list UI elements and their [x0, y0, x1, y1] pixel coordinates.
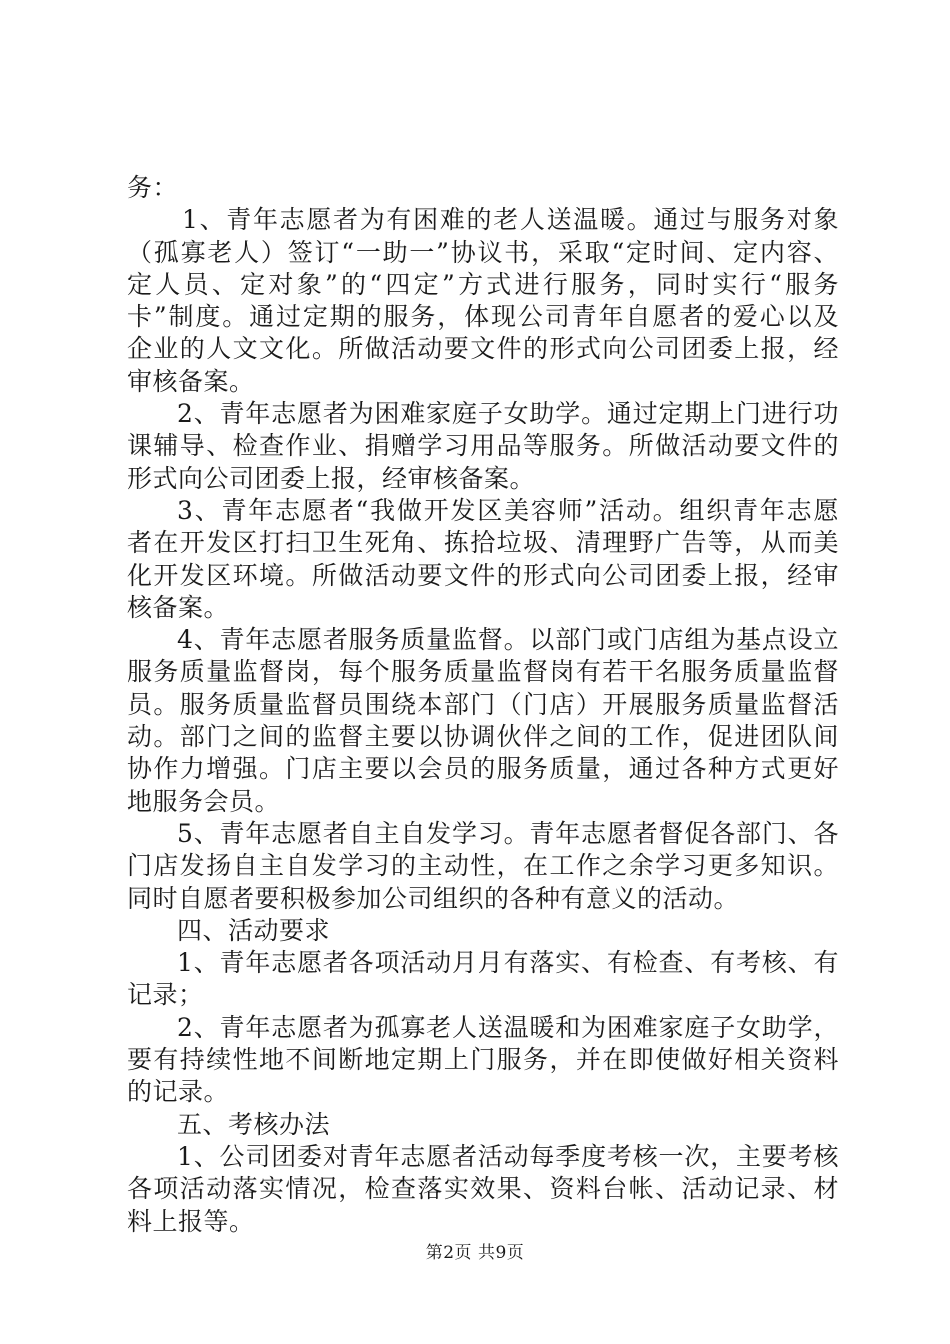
page-footer: 第2页 共9页	[425, 1243, 525, 1263]
text-line: 服务质量监督岗，每个服务质量监督岗有若干名服务质量监督	[127, 657, 839, 687]
text-line: 5、青年志愿者自主自发学习。青年志愿者督促各部门、各	[177, 818, 839, 848]
text-line: 动。部门之间的监督主要以协调伙伴之间的工作，促进团队间	[127, 722, 839, 752]
text-line: 务：	[127, 173, 179, 202]
text-line: 形式向公司团委上报，经审核备案。	[127, 463, 536, 493]
text-line: 员。服务质量监督员围绕本部门（门店）开展服务质量监督活	[127, 689, 839, 719]
text-line: 卡”制度。通过定期的服务，体现公司青年自愿者的爱心以及	[127, 302, 839, 332]
text-line: 1、公司团委对青年志愿者活动每季度考核一次，主要考核	[177, 1141, 839, 1171]
text-line: 企业的人文文化。所做活动要文件的形式向公司团委上报，经	[127, 334, 839, 364]
text-line: 者在开发区打扫卫生死角、拣拾垃圾、清理野广告等，从而美	[127, 528, 839, 558]
text-line: 1、青年志愿者各项活动月月有落实、有检查、有考核、有	[177, 948, 839, 978]
text-line: 要有持续性地不间断地定期上门服务，并在即使做好相关资料	[127, 1045, 839, 1075]
text-line: 4、青年志愿者服务质量监督。以部门或门店组为基点设立	[177, 625, 839, 655]
text-line: 同时自愿者要积极参加公司组织的各种有意义的活动。	[127, 883, 740, 913]
text-line: 审核备案。	[127, 366, 255, 396]
text-line: 化开发区环境。所做活动要文件的形式向公司团委上报，经审	[127, 560, 839, 590]
text-line: 2、青年志愿者为困难家庭子女助学。通过定期上门进行功	[177, 399, 839, 429]
document-body	[127, 172, 839, 1238]
text-line: 门店发扬自主自发学习的主动性，在工作之余学习更多知识。	[127, 851, 839, 881]
text-line: 2、青年志愿者为孤寡老人送温暖和为困难家庭子女助学，	[177, 1012, 839, 1042]
text-line: 五、考核办法	[177, 1109, 331, 1139]
text-line: 的记录。	[127, 1077, 230, 1107]
text-line: 课辅导、检查作业、捐赠学习用品等服务。所做活动要文件的	[127, 431, 839, 461]
text-line: 1、青年志愿者为有困难的老人送温暖。通过与服务对象	[182, 205, 839, 235]
text-line: 协作力增强。门店主要以会员的服务质量，通过各种方式更好	[127, 754, 839, 784]
text-line: 核备案。	[127, 592, 230, 622]
text-line: 记录；	[127, 980, 204, 1010]
text-line: 各项活动落实情况，检查落实效果、资料台帐、活动记录、材	[127, 1174, 839, 1204]
text-line: 四、活动要求	[177, 915, 331, 945]
text-line: 3、青年志愿者“我做开发区美容师”活动。组织青年志愿	[177, 495, 839, 525]
text-line: 料上报等。	[127, 1206, 255, 1236]
text-line: （孤寡老人）签订“一助一”协议书，采取“定时间、定内容、	[127, 237, 839, 267]
text-line: 定人员、定对象”的“四定”方式进行服务，同时实行“服务	[127, 269, 839, 299]
text-line: 地服务会员。	[127, 786, 281, 816]
